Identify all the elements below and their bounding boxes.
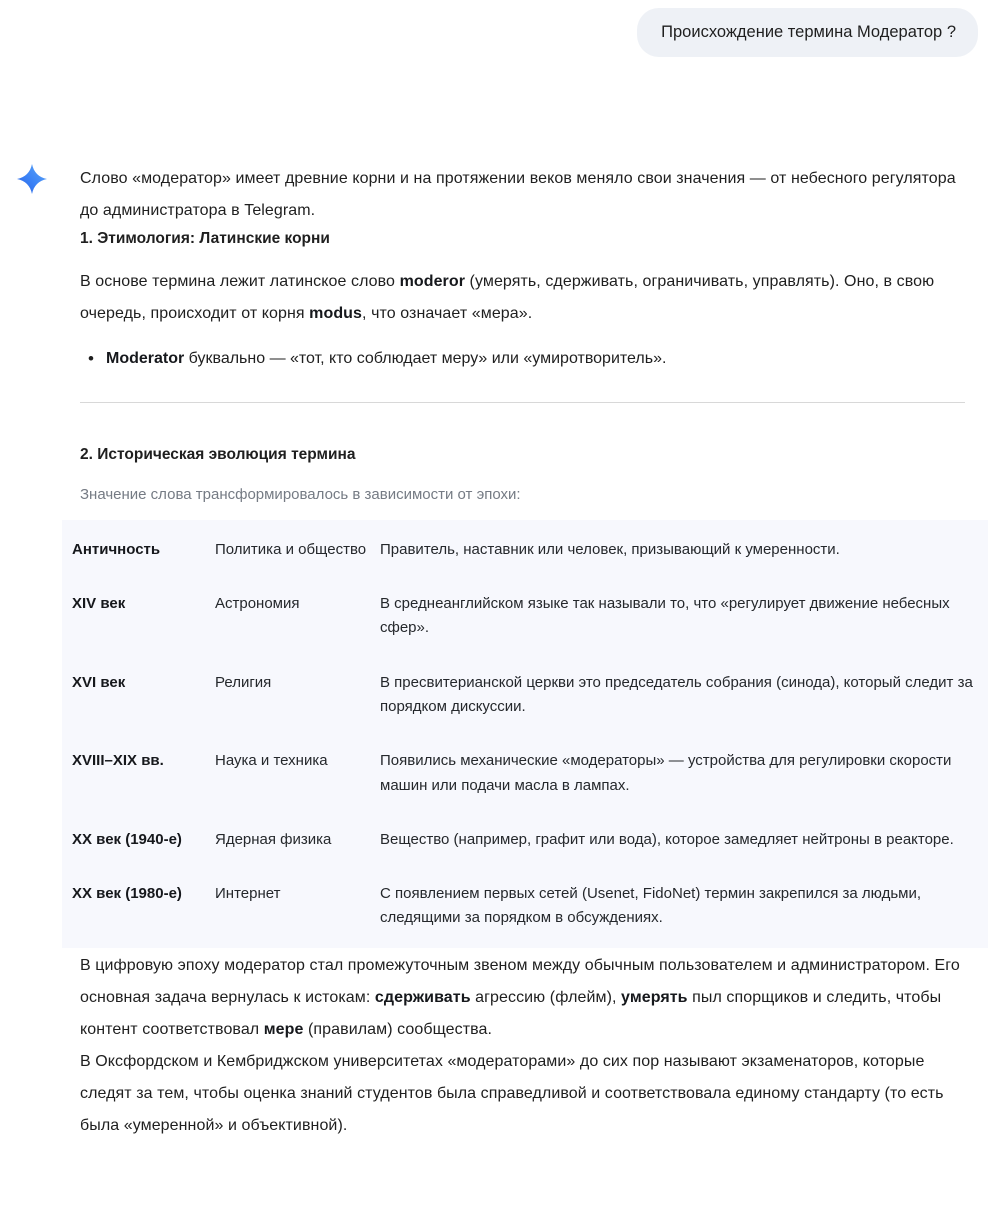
table-row	[62, 592, 988, 671]
evolution-table-container	[62, 520, 988, 948]
section-divider	[80, 402, 965, 403]
emphasis-mere: мере	[263, 1020, 304, 1038]
table-cell-era: XVI век	[72, 673, 126, 691]
etymology-paragraph	[80, 266, 965, 330]
table-cell-field: Наука и техника	[215, 752, 328, 770]
table-cell-meaning: Правитель, наставник или человек, призывающий к умеренности.	[380, 540, 840, 558]
table-cell-field: Ядерная физика	[215, 830, 332, 848]
table-row	[62, 538, 988, 592]
table-row	[62, 882, 988, 948]
user-message-row	[0, 0, 988, 57]
latin-term-moderor: moderor	[399, 273, 466, 291]
table-cell-meaning: С появлением первых сетей (Usenet, FidoNet) термин закрепился за людьми, следящими за порядком в обсуждениях.	[380, 885, 922, 927]
etymology-tail: , что означает «мера».	[362, 305, 533, 323]
table-cell-era: XX век (1940-е)	[72, 830, 182, 848]
table-cell-era: Античность	[72, 540, 161, 558]
table-row	[62, 828, 988, 882]
table-cell-era: XX век (1980-е)	[72, 885, 182, 903]
list-item	[106, 344, 965, 374]
etymology-bullet-list	[80, 344, 965, 374]
answer-body	[72, 57, 973, 1141]
closing-mid-1: агрессию (флейм),	[470, 988, 622, 1006]
table-cell-meaning: Вещество (например, графит или вода), которое замедляет нейтроны в реакторе.	[380, 830, 954, 848]
closing-paragraph-digital	[80, 950, 965, 1046]
table-cell-era: XVIII–XIX вв.	[72, 752, 164, 770]
latin-term-modus: modus	[309, 305, 363, 323]
intro-paragraph: Слово «модератор» имеет древние корни и на протяжении веков меняло свои значения — от небесного регулятора до администратора в Telegram.	[80, 170, 956, 220]
table-cell-meaning: Появились механические «модераторы» — устройства для регулировки скорости машин или подачи масла в лампах.	[380, 752, 952, 794]
emphasis-sderzhivat: сдерживать	[374, 988, 471, 1006]
bullet-text: буквально — «тот, кто соблюдает меру» или «умиротворитель».	[184, 350, 667, 368]
bullet-term-moderator: Moderator	[106, 350, 185, 368]
evolution-table-body	[62, 538, 988, 948]
section-title-history: 2. Историческая эволюция термина	[80, 446, 356, 464]
closing-tail: (правилам) сообщества.	[303, 1020, 493, 1038]
emphasis-umeryat: умерять	[621, 988, 688, 1006]
assistant-answer	[0, 57, 988, 1141]
table-caption: Значение слова трансформировалось в зависимости от эпохи:	[80, 486, 521, 504]
table-cell-meaning: В среднеанглийском языке так называли то, что «регулирует движение небесных сфер».	[380, 595, 950, 637]
user-message-bubble[interactable]: Происхождение термина Модератор ?	[637, 8, 978, 57]
table-cell-field: Интернет	[215, 885, 281, 903]
closing-mid-2: пыл спорщиков и следить, чтобы контент соответствовал	[80, 988, 942, 1038]
table-cell-field: Религия	[215, 673, 272, 691]
closing-paragraph-universities: В Оксфордском и Кембриджском университетах «модераторами» до сих пор называют экзаменаторов, которые следят за тем, чтобы оценка знаний студентов была справедливой и соответствовала единому стандарту (то есть была «умеренной» и объективной).	[80, 1052, 944, 1134]
table-cell-meaning: В пресвитерианской церкви это председатель собрания (синода), который следит за порядком дискуссии.	[380, 673, 973, 715]
table-row	[62, 749, 988, 828]
section-title-etymology: 1. Этимология: Латинские корни	[80, 230, 330, 248]
sparkle-icon	[14, 161, 50, 197]
etymology-lead: В основе термина лежит латинское слово	[80, 273, 400, 291]
table-cell-field: Политика и общество	[215, 540, 367, 558]
closing-paragraphs	[80, 950, 965, 1142]
evolution-table	[62, 538, 988, 948]
table-cell-era: XIV век	[72, 595, 126, 613]
table-row	[62, 671, 988, 750]
table-cell-field: Астрономия	[215, 595, 300, 613]
etymology-mid: (умерять, сдерживать, ограничивать, управлять). Оно, в свою очередь, происходит от корня	[80, 273, 935, 323]
closing-lead: В цифровую эпоху модератор стал промежуточным звеном между обычным пользователем и администратором. Его основная задача вернулась к истокам:	[80, 956, 960, 1006]
